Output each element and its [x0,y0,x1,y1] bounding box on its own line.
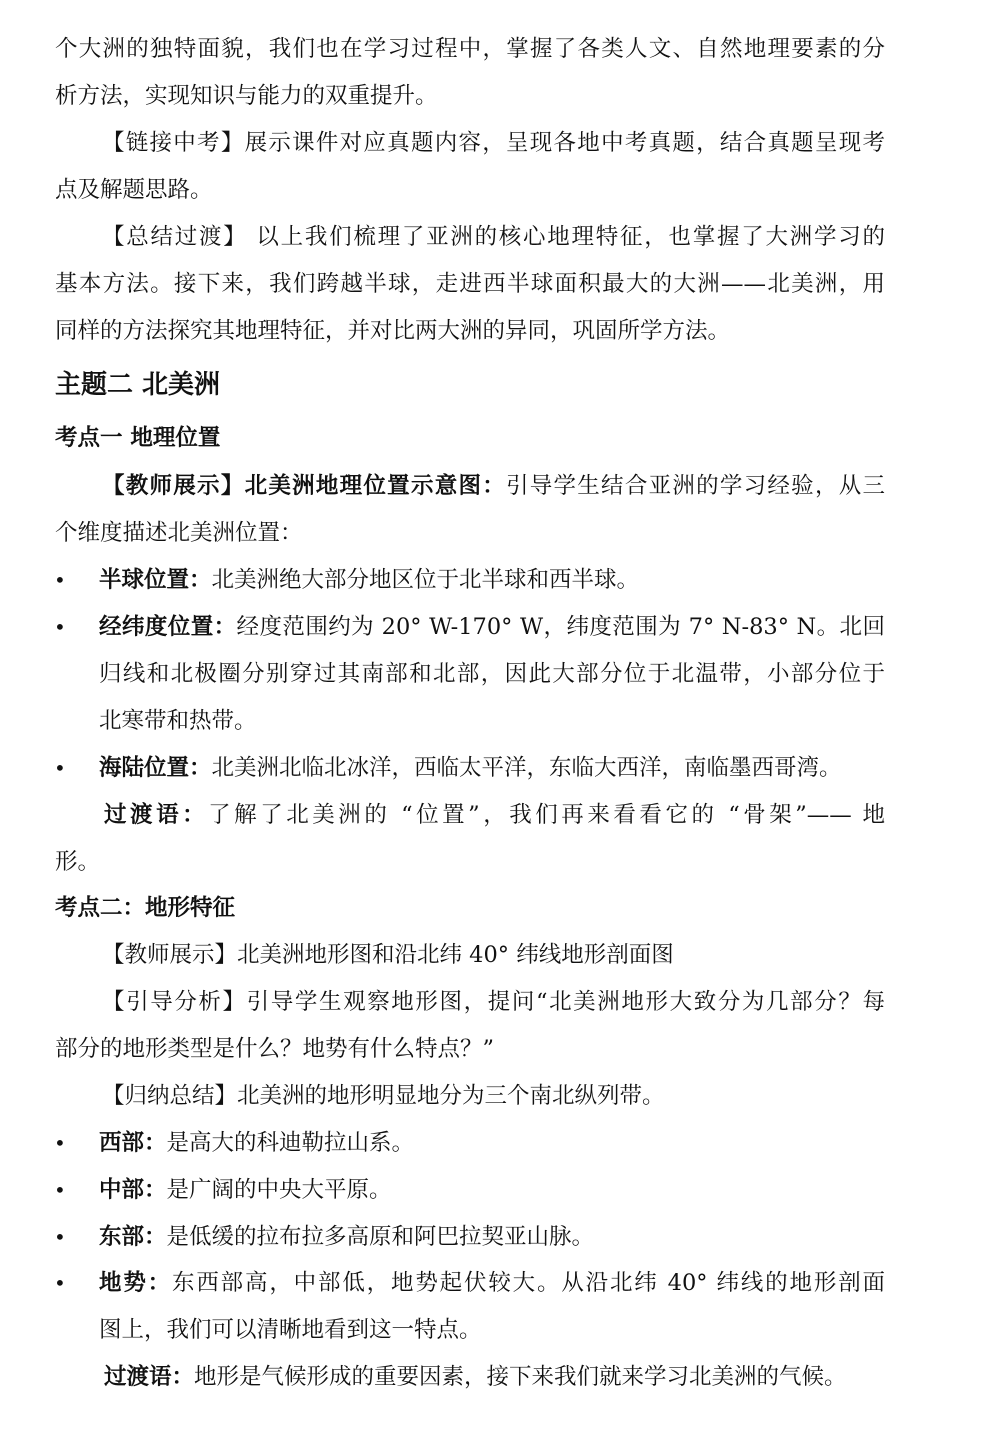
link-exam-label: 【链接中考】 [102,130,245,156]
point1-transition-line-2: 形。 [55,849,101,875]
bullet-icon: • [54,1131,66,1155]
link-exam-line-2: 点及解题思路。 [55,177,213,203]
point1-transition-line-1: 过渡语：了解了北美洲的 “位置”，我们再来看看它的 “骨架”—— 地 [104,802,885,828]
west-item: 西部：是高大的科迪勒拉山系。 [99,1130,415,1156]
point2-transition-line: 过渡语：地形是气候形成的重要因素，接下来我们就来学习北美洲的气候。 [104,1364,847,1390]
summary-line-1: 【总结过渡】 以上我们梳理了亚洲的核心地理特征，也掌握了大洲学习的 [102,224,885,250]
point1-heading: 考点一 地理位置 [55,425,221,451]
intro-line-1: 个大洲的独特面貌，我们也在学习过程中，掌握了各类人文、自然地理要素的分 [55,36,885,62]
hemisphere-item: 半球位置：北美洲绝大部分地区位于北半球和西半球。 [99,567,640,593]
sea-land-item: 海陆位置：北美洲北临北冰洋，西临太平洋，东临大西洋，南临墨西哥湾。 [99,755,842,781]
point1-teacher-line-2: 个维度描述北美洲位置： [55,520,303,546]
point2-teacher-line: 【教师展示】北美洲地形图和沿北纬 40° 纬线地形剖面图 [102,942,674,968]
summary-line-2: 基本方法。接下来，我们跨越半球，走进西半球面积最大的大洲——北美洲，用 [55,271,885,297]
link-exam-line-1: 【链接中考】展示课件对应真题内容，呈现各地中考真题，结合真题呈现考 [102,130,885,156]
bullet-icon: • [54,615,66,639]
terrain-item-line-2: 图上，我们可以清晰地看到这一特点。 [99,1317,482,1343]
point1-teacher-label: 【教师展示】北美洲地理位置示意图： [102,473,506,499]
latlon-item-line-3: 北寒带和热带。 [99,708,257,734]
bullet-icon: • [54,1225,66,1249]
latlon-item-line-2: 归线和北极圈分别穿过其南部和北部，因此大部分位于北温带，小部分位于 [99,661,885,687]
intro-line-2: 析方法，实现知识与能力的双重提升。 [55,83,438,109]
bullet-icon: • [54,568,66,592]
east-item: 东部：是低缓的拉布拉多高原和阿巴拉契亚山脉。 [99,1224,595,1250]
terrain-item-line-1: 地势：东西部高，中部低，地势起伏较大。从沿北纬 40° 纬线的地形剖面 [99,1270,885,1296]
bullet-icon: • [54,756,66,780]
bullet-icon: • [54,1271,66,1295]
bullet-icon: • [54,1178,66,1202]
point2-heading: 考点二：地形特征 [55,895,236,921]
latlon-item-line-1: 经纬度位置：经度范围约为 20° W-170° W，纬度范围为 7° N-83° N。北回 [99,614,885,640]
point2-guide-line-1: 【引导分析】引导学生观察地形图，提问“北美洲地形大致分为几部分？每 [102,989,885,1015]
central-item: 中部：是广阔的中央大平原。 [99,1177,392,1203]
summary-label: 【总结过渡】 [102,224,248,250]
summary-line-3: 同样的方法探究其地理特征，并对比两大洲的异同，巩固所学方法。 [55,318,731,344]
point2-guide-line-2: 部分的地形类型是什么？地势有什么特点？” [55,1036,495,1062]
point1-teacher-line-1: 【教师展示】北美洲地理位置示意图：引导学生结合亚洲的学习经验，从三 [102,473,885,499]
theme2-heading: 主题二 北美洲 [55,370,221,400]
point2-conclude-line: 【归纳总结】北美洲的地形明显地分为三个南北纵列带。 [102,1083,665,1109]
